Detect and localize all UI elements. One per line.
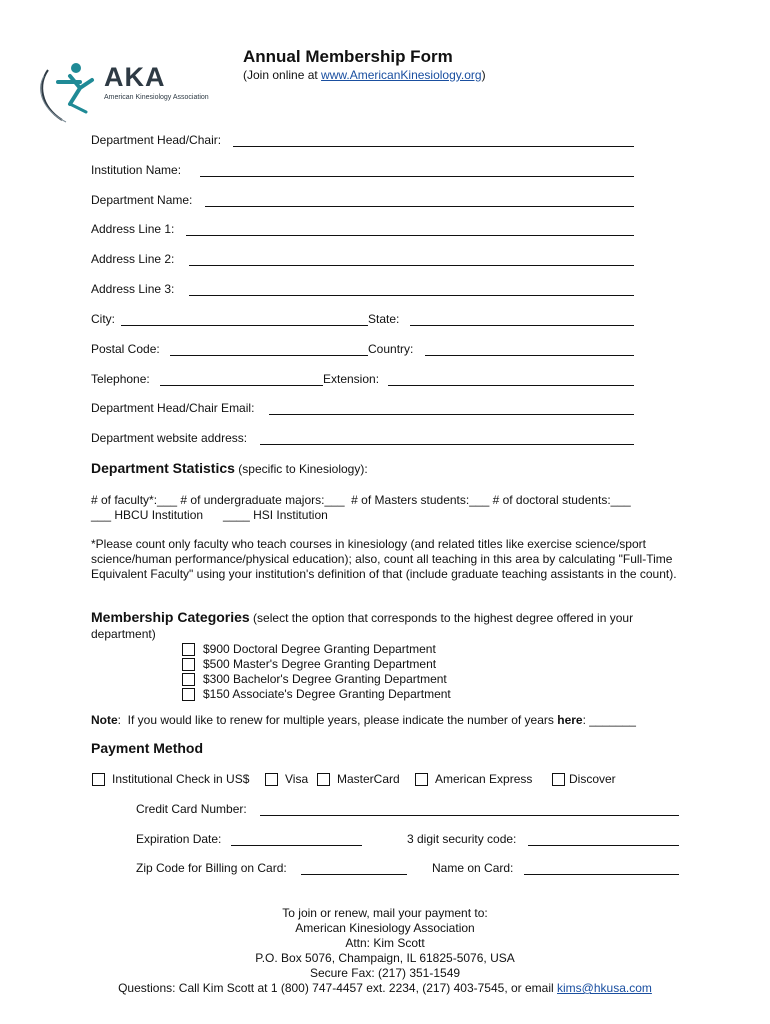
subtitle-prefix: (Join online at <box>243 68 322 82</box>
address3-label: Address Line 3: <box>91 282 175 296</box>
secure-fax: Secure Fax: (217) 351-1549 <box>309 966 461 980</box>
page-title: Annual Membership Form <box>243 47 453 66</box>
website-label: Department website address: <box>91 431 248 445</box>
security-code-label: 3 digit security code: <box>407 832 517 846</box>
logo-subtext: American Kinesiology Association <box>104 94 209 101</box>
stats-footnote: *Please count only faculty who teach courses in kinesiology (and related titles like exercise science/sport science/human performance/physical education); also, count all teaching in this area by calculating "Full-Time Equivalent Faculty" using your institution's definition of that (include graduate teaching assistants in the count). <box>91 537 677 581</box>
address2-input[interactable] <box>189 265 634 266</box>
payment-checkbox-check[interactable] <box>92 773 105 786</box>
country-label: Country: <box>368 342 414 356</box>
email-input[interactable] <box>269 414 634 415</box>
institution-label: Institution Name: <box>91 163 182 177</box>
page-subtitle <box>243 68 486 82</box>
payment-heading: Payment Method <box>91 740 204 756</box>
membership-heading-note: (select the option that corresponds to the highest degree offered in your <box>249 611 634 625</box>
payment-checkbox-visa[interactable] <box>265 773 278 786</box>
extension-input[interactable] <box>388 385 634 386</box>
expiration-label: Expiration Date: <box>136 832 222 846</box>
renewal-years-input[interactable]: : _______ <box>582 713 636 727</box>
contact-email-link[interactable]: kims@hkusa.com <box>557 981 652 995</box>
stats-heading-note: (specific to Kinesiology): <box>234 462 368 476</box>
membership-option-masters: $500 Master's Degree Granting Department <box>203 657 437 671</box>
payment-checkbox-discover[interactable] <box>552 773 565 786</box>
payment-checkbox-mastercard[interactable] <box>317 773 330 786</box>
email-label: Department Head/Chair Email: <box>91 401 255 415</box>
extension-label: Extension: <box>323 372 380 386</box>
billing-zip-label: Zip Code for Billing on Card: <box>136 861 287 875</box>
mail-attn: Attn: Kim Scott <box>345 936 425 950</box>
mail-org: American Kinesiology Association <box>295 921 475 935</box>
subtitle-suffix: ) <box>481 68 486 82</box>
payment-option-amex: American Express <box>435 772 533 786</box>
stats-heading <box>91 460 368 476</box>
membership-heading <box>91 609 691 625</box>
payment-option-check: Institutional Check in US$ <box>112 772 250 786</box>
city-input[interactable] <box>121 325 368 326</box>
address1-label: Address Line 1: <box>91 222 175 236</box>
mail-instructions: To join or renew, mail your payment to: <box>282 906 488 920</box>
membership-checkbox-doctoral[interactable] <box>182 643 195 656</box>
payment-checkbox-amex[interactable] <box>415 773 428 786</box>
dept-head-input[interactable] <box>233 146 634 147</box>
membership-checkbox-bachelors[interactable] <box>182 673 195 686</box>
postal-input[interactable] <box>170 355 368 356</box>
membership-heading-title: Membership Categories <box>91 609 250 625</box>
mail-address: P.O. Box 5076, Champaign, IL 61825-5076, USA <box>255 951 515 965</box>
payment-option-discover: Discover <box>569 772 616 786</box>
security-code-input[interactable] <box>528 845 679 846</box>
country-input[interactable] <box>425 355 634 356</box>
address3-input[interactable] <box>189 295 634 296</box>
note-label: Note <box>91 713 118 727</box>
dept-name-label: Department Name: <box>91 193 193 207</box>
membership-checkbox-masters[interactable] <box>182 658 195 671</box>
postal-label: Postal Code: <box>91 342 160 356</box>
telephone-input[interactable] <box>160 385 323 386</box>
aka-logo <box>30 58 230 126</box>
stats-heading-title: Department Statistics <box>91 460 235 476</box>
membership-checkbox-associates[interactable] <box>182 688 195 701</box>
stats-institution-type: ___ HBCU Institution ____ HSI Institution <box>91 508 328 522</box>
address1-input[interactable] <box>186 235 634 236</box>
dept-name-input[interactable] <box>205 206 634 207</box>
website-input[interactable] <box>260 444 634 445</box>
membership-heading-note-2: department) <box>91 627 156 641</box>
address2-label: Address Line 2: <box>91 252 175 266</box>
dept-head-label: Department Head/Chair: <box>91 133 222 147</box>
billing-zip-input[interactable] <box>301 874 407 875</box>
logo-text: AKA <box>104 62 166 92</box>
city-label: City: <box>91 312 115 326</box>
website-link[interactable]: www.AmericanKinesiology.org <box>321 68 482 82</box>
payment-option-mastercard: MasterCard <box>337 772 400 786</box>
telephone-label: Telephone: <box>91 372 150 386</box>
renewal-note <box>91 713 636 728</box>
payment-option-visa: Visa <box>285 772 309 786</box>
name-on-card-input[interactable] <box>524 874 679 875</box>
note-here: here <box>557 713 583 727</box>
card-number-input[interactable] <box>260 815 679 816</box>
membership-option-associates: $150 Associate's Degree Granting Department <box>203 687 451 701</box>
note-text: : If you would like to renew for multiple years, please indicate the number of years <box>117 713 558 727</box>
questions-line <box>0 981 770 996</box>
membership-option-doctoral: $900 Doctoral Degree Granting Department <box>203 642 436 656</box>
stats-counts: # of faculty*:___ # of undergraduate majors:___ # of Masters students:___ # of doctoral students:___ <box>91 493 631 507</box>
state-input[interactable] <box>410 325 634 326</box>
state-label: State: <box>368 312 400 326</box>
expiration-input[interactable] <box>231 845 362 846</box>
questions-text: Questions: Call Kim Scott at 1 (800) 747-4457 ext. 2234, (217) 403-7545, or email <box>118 981 558 995</box>
membership-option-bachelors: $300 Bachelor's Degree Granting Department <box>203 672 447 686</box>
institution-input[interactable] <box>200 176 634 177</box>
name-on-card-label: Name on Card: <box>432 861 514 875</box>
card-number-label: Credit Card Number: <box>136 802 247 816</box>
